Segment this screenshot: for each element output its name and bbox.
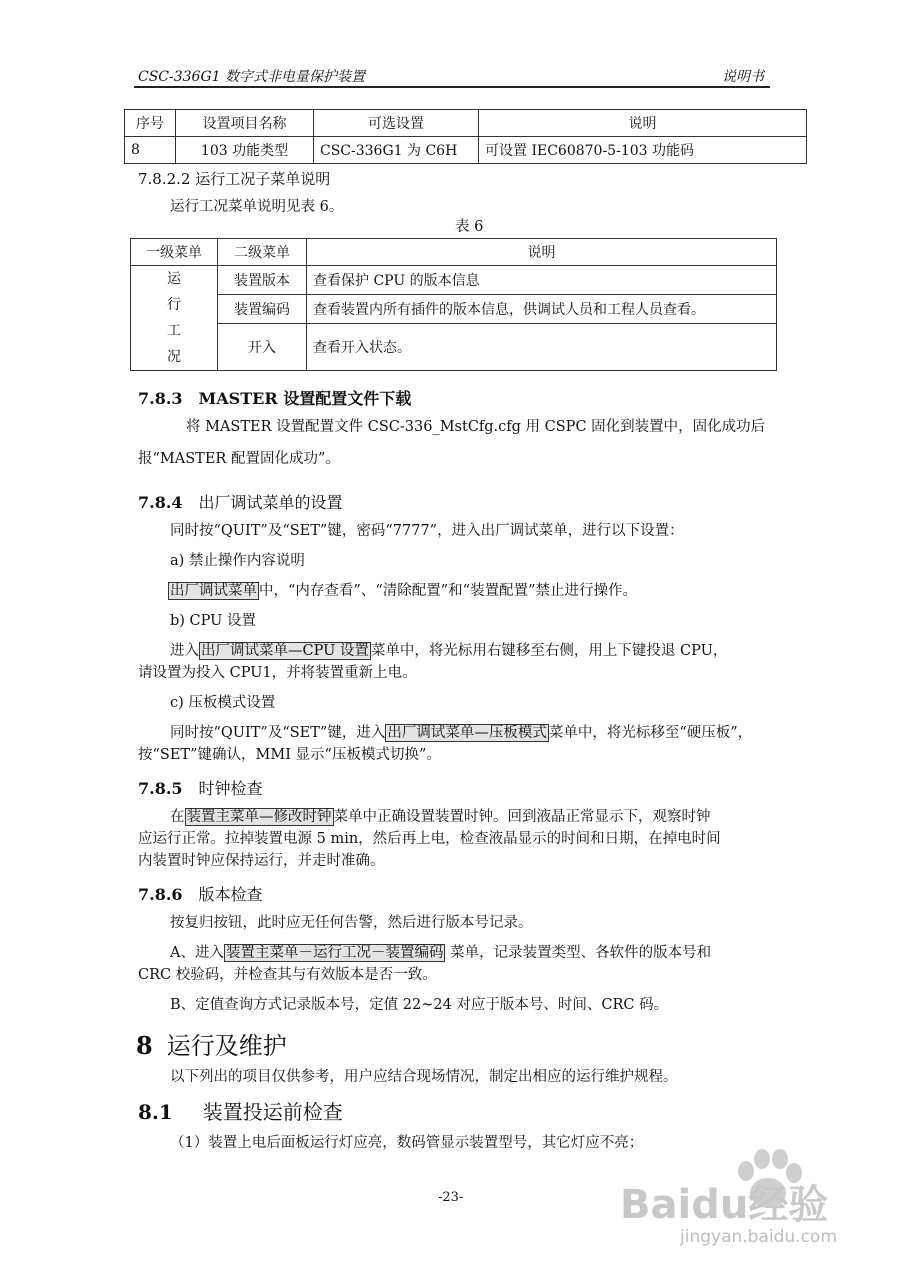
level1-char: 况 — [167, 349, 181, 365]
table-cell: 查看开入状态。 — [307, 324, 777, 371]
table-cell: 装置版本 — [218, 266, 307, 295]
paragraph: （1）装置上电后面板运行灯应亮，数码管显示装置型号，其它灯应不亮； — [170, 1135, 644, 1151]
menu-path-box: 出厂调试菜单 — [170, 583, 257, 599]
watermark-url: jingyan.baidu.com — [680, 1227, 837, 1247]
table-cell: 查看保护 CPU 的版本信息 — [307, 266, 777, 295]
table-header-cell: 可选设置 — [314, 110, 479, 137]
menu-path-box: 出厂调试菜单—压板模式 — [387, 725, 547, 741]
paragraph: 以下列出的项目仅供参考，用户应结合现场情况，制定出相应的运行维护规程。 — [170, 1069, 678, 1085]
list-item: a) 禁止操作内容说明 — [170, 553, 305, 569]
table-row — [131, 324, 777, 371]
table6-caption: 表 6 — [455, 219, 484, 235]
menu-path-box: 装置主菜单—修改时钟 — [186, 809, 332, 825]
paragraph — [170, 942, 711, 964]
paragraph: 同时按“QUIT”及“SET”键，密码“7777”，进入出厂调试菜单，进行以下设置： — [170, 523, 684, 539]
table-cell: 开入 — [218, 324, 307, 371]
section-title: 装置投运前检查 — [202, 1100, 343, 1124]
paragraph: 报“MASTER 配置固化成功”。 — [138, 451, 340, 467]
paragraph — [170, 806, 711, 828]
section-title: 出厂调试菜单的设置 — [198, 493, 343, 512]
section-786-heading — [138, 882, 263, 905]
level1-char: 行 — [167, 297, 181, 313]
table-header-cell: 一级菜单 — [131, 239, 218, 266]
table-header-row — [131, 239, 777, 266]
paragraph-text: 菜单中，将光标用右键移至右侧，用上下键投退 CPU， — [370, 643, 728, 659]
paragraph: 按“SET”键确认，MMI 显示“压板模式切换”。 — [138, 747, 441, 763]
table-header-cell: 设置项目名称 — [176, 110, 314, 137]
section-785-heading — [138, 776, 263, 799]
menu-path-box: 出厂调试菜单—CPU 设置 — [201, 643, 369, 659]
settings-table — [124, 109, 807, 164]
table-row — [131, 266, 777, 295]
list-item: c) 压板模式设置 — [170, 695, 276, 711]
chapter-title: 运行及维护 — [166, 1032, 287, 1060]
paragraph-text: 菜单，记录装置类型、各软件的版本号和 — [445, 945, 712, 961]
header-rule — [134, 86, 770, 88]
menu-path-box: 装置主菜单－运行工况－装置编码 — [225, 945, 444, 961]
section-784-heading — [138, 490, 343, 513]
paragraph: 内装置时钟应保持运行，并走时准确。 — [138, 853, 385, 869]
paragraph-text: 菜单中正确设置装置时钟。回到液晶正常显示下，观察时钟 — [333, 809, 711, 825]
paragraph: 将 MASTER 设置配置文件 CSC-336_MstCfg.cfg 用 CSPC 固化到装置中，固化成功后 — [186, 419, 766, 435]
paragraph-text: A、进入 — [170, 945, 224, 961]
chapter-8-heading — [136, 1026, 287, 1061]
table-header-cell: 说明 — [479, 110, 807, 137]
paragraph — [170, 640, 727, 662]
section-7822-intro: 运行工况菜单说明见表 6。 — [170, 199, 344, 215]
section-title: 时钟检查 — [198, 779, 263, 798]
section-7822-title: 7.8.2.2 运行工况子菜单说明 — [138, 170, 331, 188]
table-header-cell: 说明 — [307, 239, 777, 266]
paragraph: B、定值查询方式记录版本号，定值 22~24 对应于版本号、时间、CRC 码。 — [170, 997, 669, 1013]
table-header-cell: 二级菜单 — [218, 239, 307, 266]
page-number: -23- — [438, 1190, 464, 1205]
section-number: 7.8.6 — [138, 885, 183, 904]
paragraph: 按复归按钮，此时应无任何告警，然后进行版本号记录。 — [170, 915, 533, 931]
list-item: b) CPU 设置 — [170, 613, 256, 629]
table-cell: CSC-336G1 为 C6H — [314, 137, 479, 164]
table6-level1-cell — [131, 266, 218, 371]
paragraph-text: 菜单中，将光标移至“硬压板”， — [548, 725, 753, 741]
header-doc-type: 说明书 — [722, 69, 764, 85]
section-title: MASTER 设置配置文件下载 — [198, 389, 412, 408]
paragraph: 应运行正常。拉掉装置电源 5 min，然后再上电，检查液晶显示的时间和日期，在掉电时间 — [138, 831, 721, 847]
paragraph: 请设置为投入 CPU1，并将装置重新上电。 — [138, 665, 417, 681]
section-number: 8.1 — [138, 1100, 173, 1124]
level1-char: 运 — [167, 271, 181, 287]
table-header-row — [125, 110, 807, 137]
watermark — [620, 1145, 890, 1255]
paragraph-text: 中，“内存查看”、“清除配置”和“装置配置”禁止进行操作。 — [259, 583, 637, 599]
table-cell: 装置编码 — [218, 295, 307, 324]
section-title: 版本检查 — [198, 885, 263, 904]
paragraph — [168, 580, 637, 602]
paragraph: CRC 校验码，并检查其与有效版本是否一致。 — [138, 967, 437, 983]
chapter-number: 8 — [136, 1031, 153, 1060]
paragraph-text: 同时按“QUIT”及“SET”键，进入 — [170, 725, 386, 741]
table-cell: 可设置 IEC60870-5-103 功能码 — [479, 137, 807, 164]
table-row — [131, 295, 777, 324]
section-81-heading — [138, 1096, 343, 1125]
section-783-heading — [138, 386, 411, 409]
paragraph — [170, 722, 752, 744]
table-cell: 103 功能类型 — [176, 137, 314, 164]
paragraph-text: 进入 — [170, 643, 199, 659]
table6 — [130, 238, 777, 371]
section-number: 7.8.4 — [138, 493, 183, 512]
watermark-brand: Baidu经验 — [620, 1182, 829, 1228]
paragraph-text: 在 — [170, 809, 185, 825]
table-header-cell: 序号 — [125, 110, 176, 137]
section-number: 7.8.5 — [138, 779, 183, 798]
section-number: 7.8.3 — [138, 389, 183, 408]
table-cell: 查看装置内所有插件的版本信息，供调试人员和工程人员查看。 — [307, 295, 777, 324]
table-row — [125, 137, 807, 164]
level1-char: 工 — [167, 323, 181, 339]
header-doc-title: CSC-336G1 数字式非电量保护装置 — [138, 69, 366, 85]
table-cell: 8 — [125, 137, 176, 164]
